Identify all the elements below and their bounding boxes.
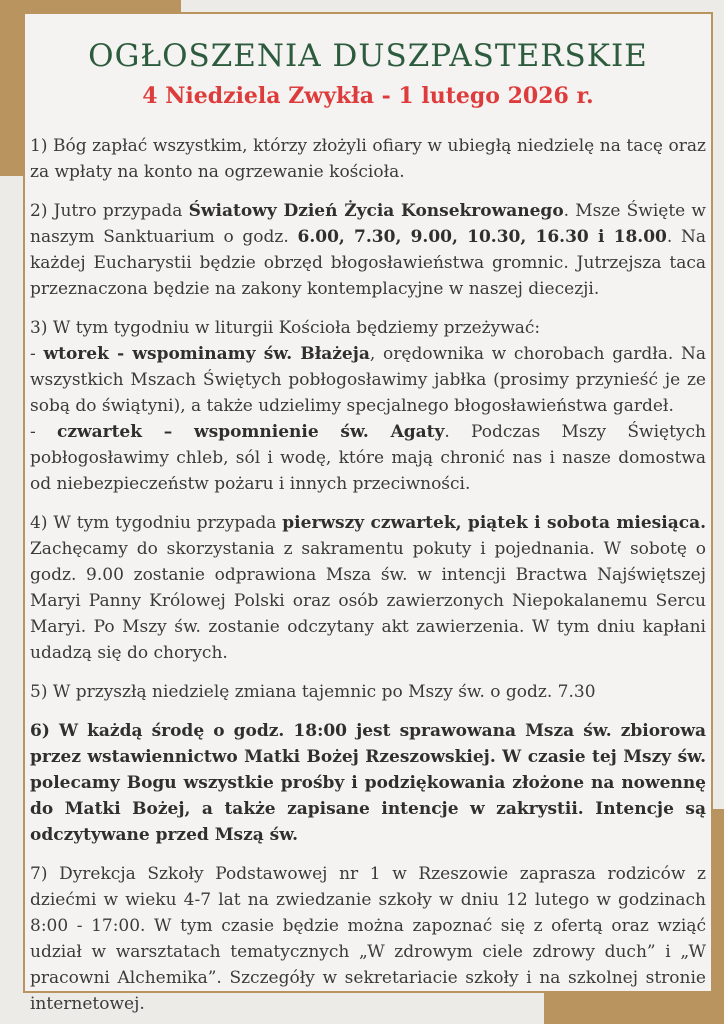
announcement-paragraph-1: 1) Bóg zapłać wszystkim, którzy złożyli ofiary w ubiegłą niedzielę na tacę oraz za wpłaty na konto na ogrzewanie kościoła. (30, 136, 706, 182)
announcement-paragraph-3: 3) W tym tygodniu w liturgii Kościoła będziemy przeżywać: - wtorek - wspominamy św. Błażeja, orędownika w chorobach gardła. Na wszystkich Mszach Świętych pobłogosławimy jabłka (prosimy przynieść je ze sobą do świątyni), a także udzielimy specjalnego błogosławieństwa gardeł. - czwartek – wspomnienie św. Agaty. Podczas Mszy Świętych pobłogosławimy chleb, sól i wodę, które mają chronić nas i nasze domostwa od niebezpieczeństw pożaru i innych przeciwności. (30, 318, 707, 494)
announcement-paragraph-5: 5) W przyszłą niedzielę zmiana tajemnic po Mszy św. o godz. 7.30 (30, 682, 596, 702)
announcements-list (30, 133, 706, 1017)
page-title: OGŁOSZENIA DUSZPASTERSKIE (88, 38, 648, 74)
page-subtitle: 4 Niedziela Zwykła - 1 lutego 2026 r. (142, 83, 594, 109)
announcement-paragraph-7: 7) Dyrekcja Szkoły Podstawowej nr 1 w Rzeszowie zaprasza rodziców z dziećmi w wieku 4-7 lat na zwiedzanie szkoły w dniu 12 lutego w godzinach 8:00 - 17:00. W tym czasie będzie można zapoznać się z ofertą oraz wziąć udział w warsztatach tematycznych „W zdrowym ciele zdrowy duch” i „W pracowni Alchemika”. Szczegóły w sekretariacie szkoły i na szkolnej stronie internetowej. (30, 864, 706, 1014)
announcement-paragraph-2: 2) Jutro przypada Światowy Dzień Życia Konsekrowanego. Msze Święte w naszym Sanktuarium o godz. 6.00, 7.30, 9.00, 10.30, 16.30 i 18.00. Na każdej Eucharystii będzie obrzęd błogosławieństwa gromnic. Jutrzejsza taca przeznaczona będzie na zakony kontemplacyjne w naszej diecezji. (30, 201, 706, 299)
content-panel (23, 12, 713, 1014)
announcement-paragraph-4: 4) W tym tygodniu przypada pierwszy czwartek, piątek i sobota miesiąca. Zachęcamy do skorzystania z sakramentu pokuty i pojednania. W sobotę o godz. 9.00 zostanie odprawiona Msza św. w intencji Bractwa Najświętszej Maryi Panny Królowej Polski oraz osób zawierzonych Niepokalanemu Sercu Maryi. Po Mszy św. zostanie odczytany akt zawierzenia. W tym dniu kapłani udadzą się do chorych. (30, 513, 706, 663)
announcement-paragraph-6: 6) W każdą środę o godz. 18:00 jest sprawowana Msza św. zbiorowa przez wstawiennictwo Matki Bożej Rzeszowskiej. W czasie tej Mszy św. polecamy Bogu wszystkie prośby i podziękowania złożone na nowennę do Matki Bożej, a także zapisane intencje w zakrystii. Intencje są odczytywane przed Mszą św. (30, 721, 706, 845)
